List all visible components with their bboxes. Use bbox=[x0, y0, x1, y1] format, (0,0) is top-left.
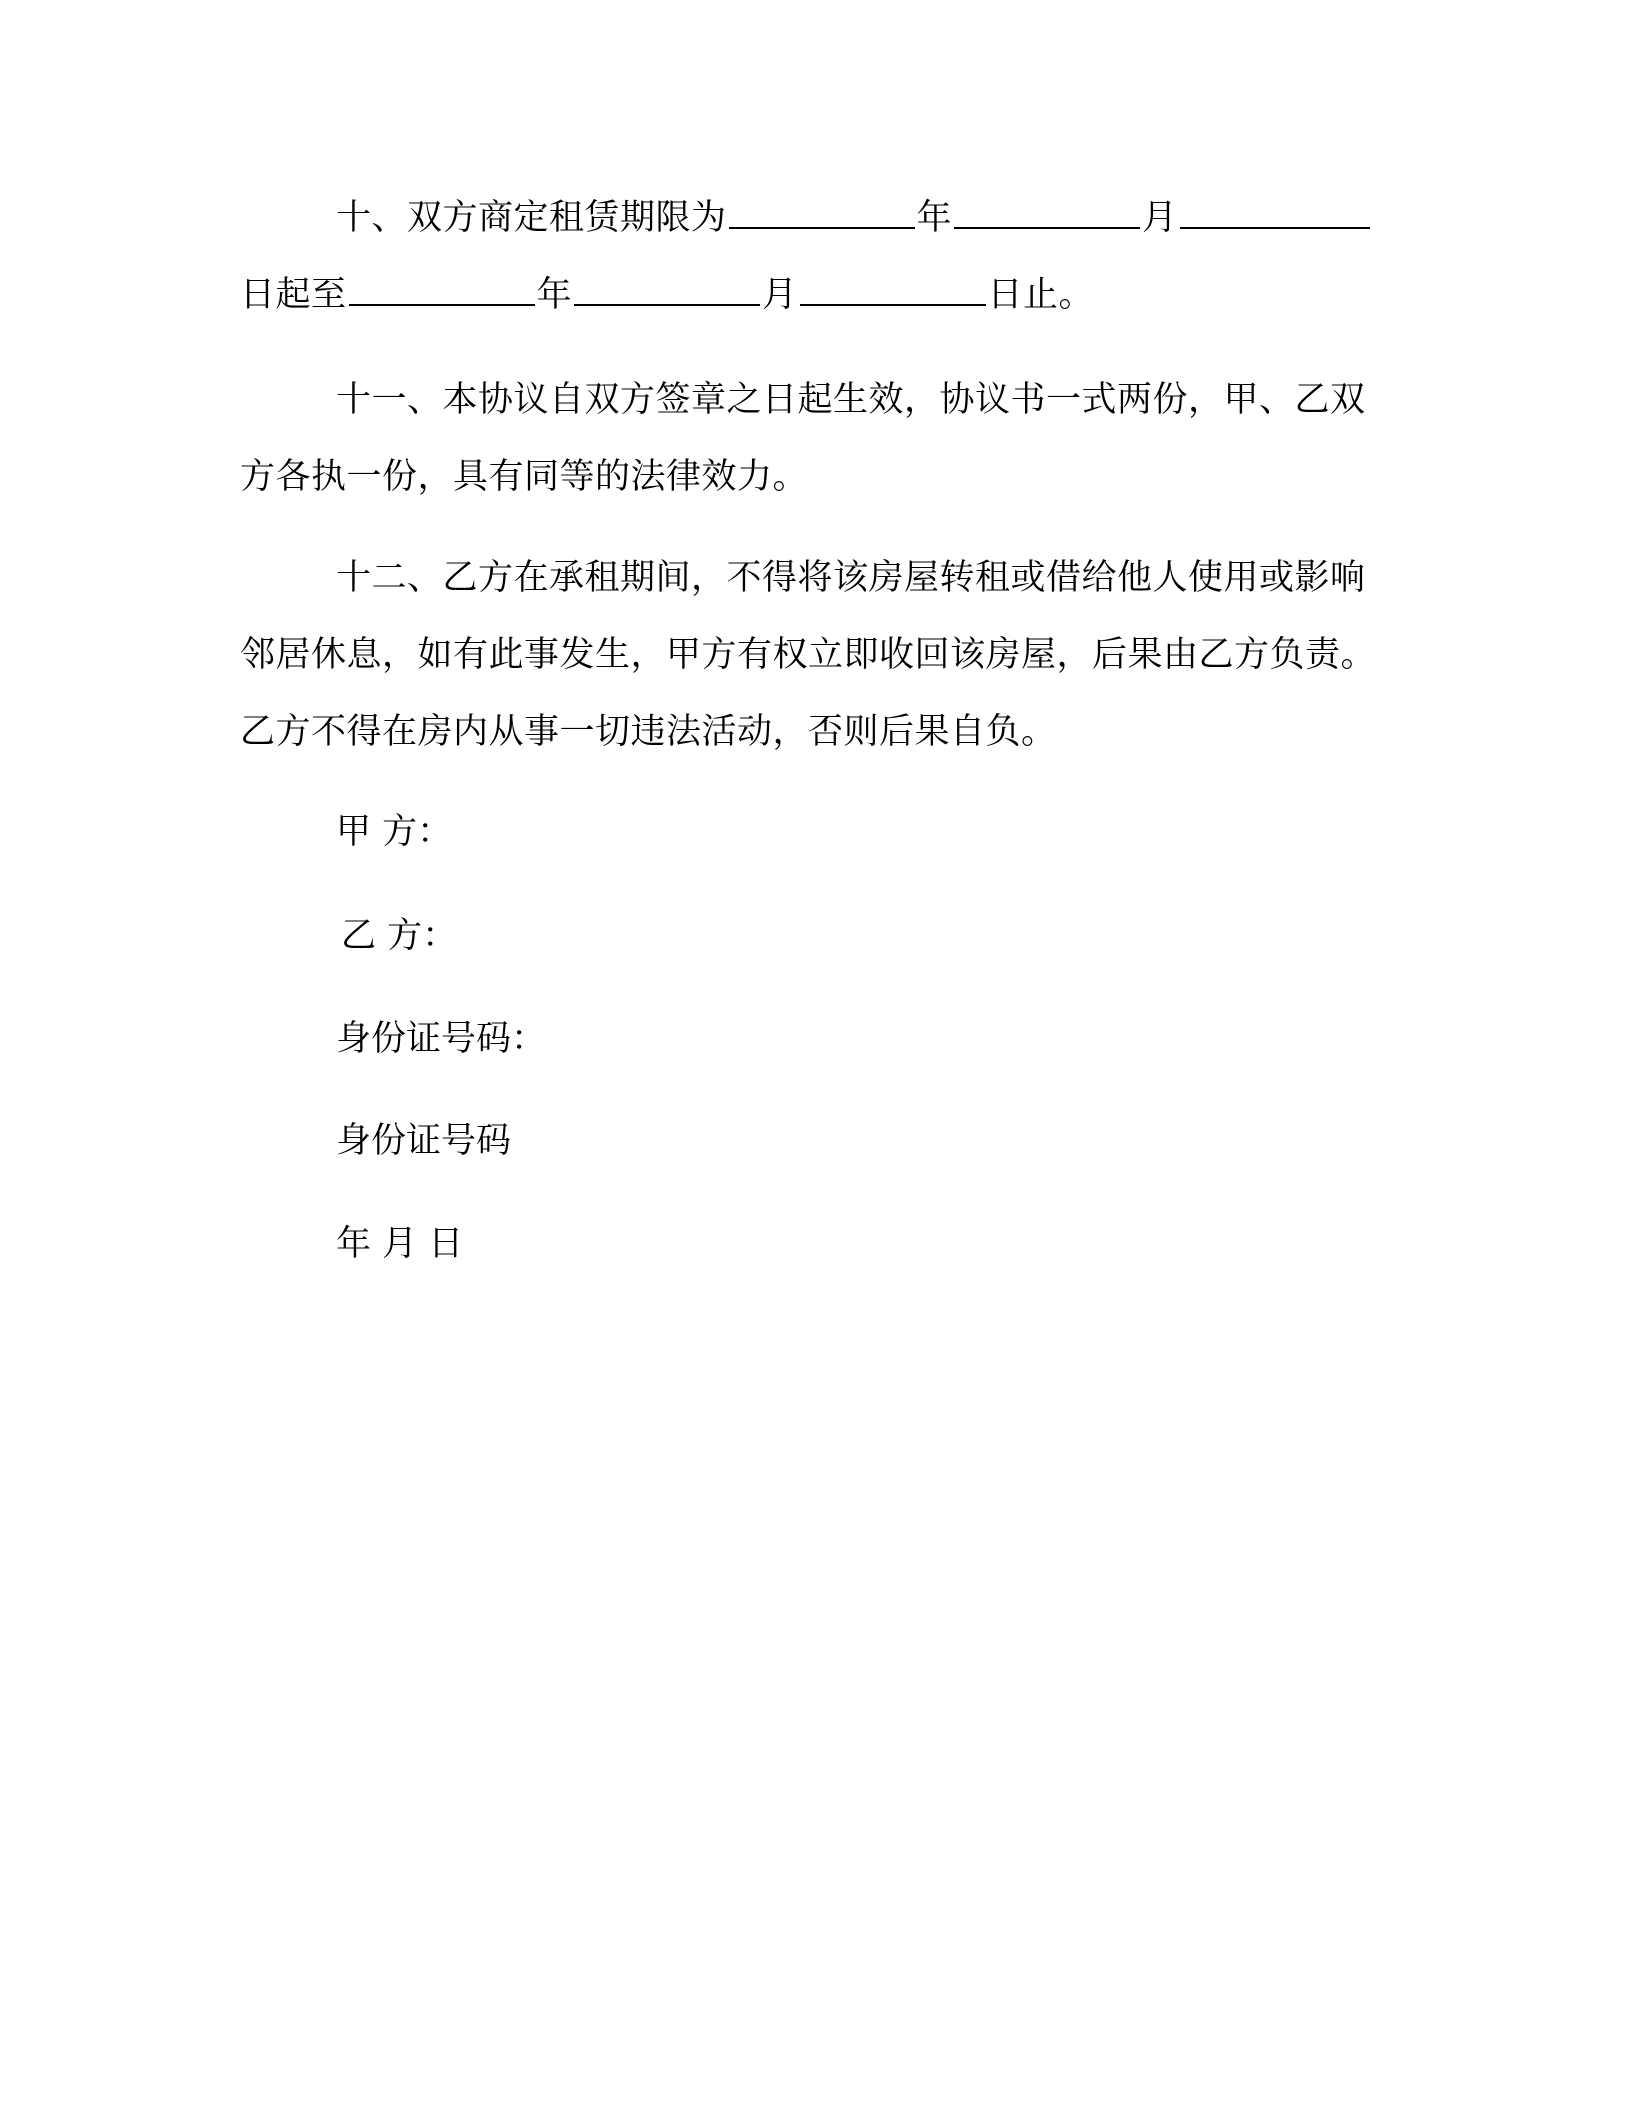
end-day-blank bbox=[800, 274, 986, 306]
clause-11: 十一、本协议自双方签章之日起生效，协议书一式两份，甲、乙双方各执一份，具有同等的法律效力。 bbox=[240, 380, 1366, 497]
start-year-blank bbox=[729, 197, 915, 229]
clause-10-year-2: 年 bbox=[536, 275, 573, 315]
end-month-blank bbox=[574, 274, 760, 306]
clause-10-month-2: 月 bbox=[762, 275, 798, 315]
clause-10-day-to: 日止。 bbox=[987, 275, 1095, 315]
signature-date: 年 月 日 bbox=[336, 1224, 464, 1264]
start-day-blank bbox=[1180, 197, 1370, 229]
clause-10-prefix: 十、双方商定租赁期限为 bbox=[336, 198, 727, 238]
id-number-label-2: 身份证号码 bbox=[336, 1121, 512, 1161]
party-b-label: 乙 方： bbox=[341, 916, 458, 956]
clause-10 bbox=[240, 180, 1382, 334]
clause-10-year-1: 年 bbox=[916, 198, 953, 238]
clause-10-day-from: 日起至 bbox=[240, 275, 347, 315]
clause-10-month-1: 月 bbox=[1142, 198, 1178, 238]
party-a-label: 甲 方： bbox=[336, 812, 453, 852]
start-month-blank bbox=[954, 197, 1140, 229]
id-number-label-1: 身份证号码： bbox=[336, 1019, 547, 1059]
clause-12: 十二、乙方在承租期间，不得将该房屋转租或借给他人使用或影响邻居休息，如有此事发生，甲方有权立即收回该房屋，后果由乙方负责。乙方不得在房内从事一切违法活动，否则后果自负。 bbox=[240, 558, 1377, 752]
end-year-blank bbox=[349, 274, 535, 306]
